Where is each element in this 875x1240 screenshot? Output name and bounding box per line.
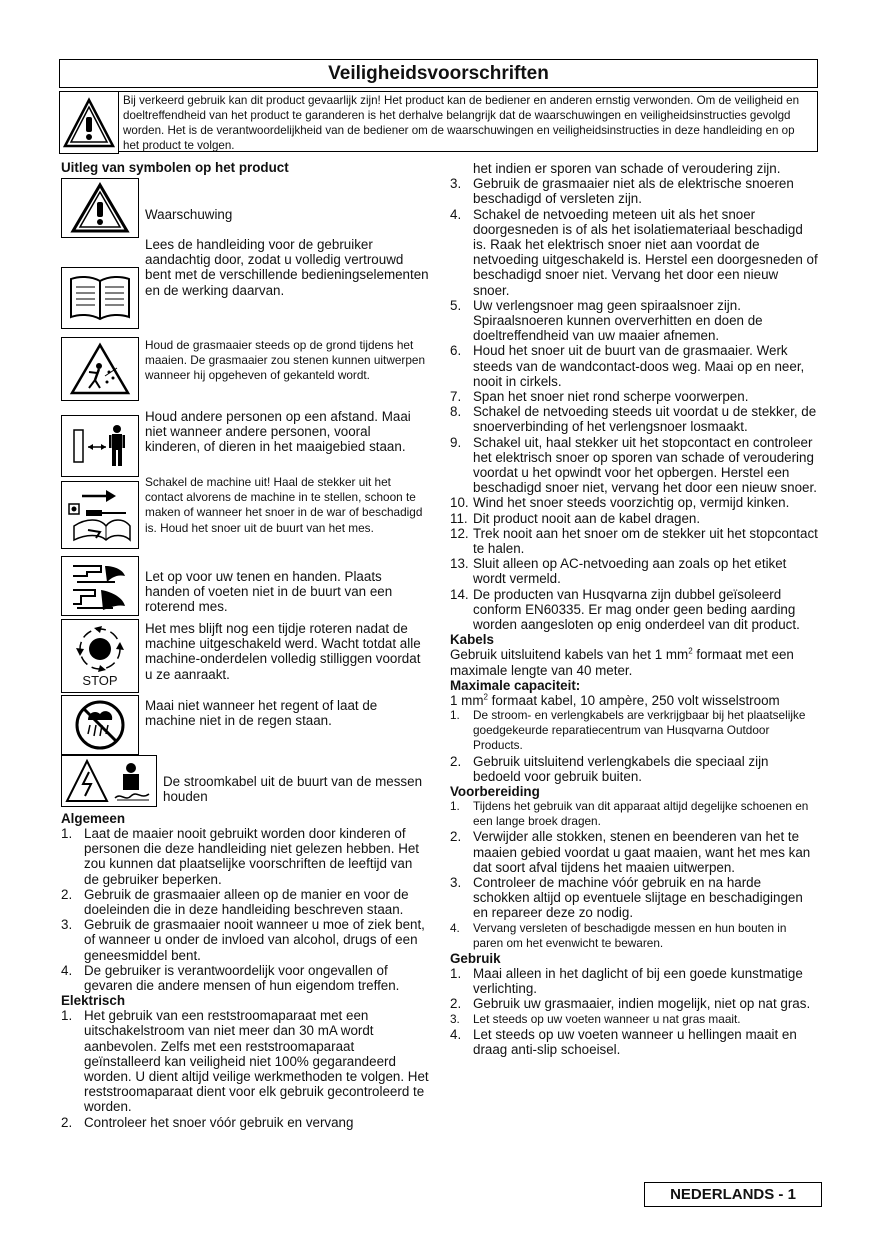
capaciteit-list xyxy=(450,708,818,784)
list-item: 3. Gebruik de grasmaaier niet als de elektrische snoeren beschadigd of versleten zijn. xyxy=(450,176,794,207)
list-item: 3. Let steeds op uw voeten wanneer u nat gras maait. xyxy=(450,1011,741,1026)
gebruik-heading: Gebruik xyxy=(450,950,501,966)
warning-triangle-icon xyxy=(61,178,139,238)
electric-cable-icon xyxy=(61,755,157,807)
elektrisch-list xyxy=(61,1008,429,1130)
symbols-heading: Uitleg van symbolen op het product xyxy=(61,160,289,175)
list-item: 2. Controleer het snoer vóór gebruik en vervang xyxy=(61,1114,354,1130)
unplug-icon xyxy=(61,481,139,549)
elektrisch-heading: Elektrisch xyxy=(61,993,126,1009)
rotating-blade-stop-icon xyxy=(61,619,139,693)
list-item: 1. Maai alleen in het daglicht of bij een goede kunstmatige verlichting. xyxy=(450,965,803,997)
right-column xyxy=(450,161,818,1057)
symbol-manual: Lees de handleiding voor de gebruiker aandachtig door, zodat u volledig vertrouwd bent met de verschillende bedieningselementen en de werking daarvan. xyxy=(61,237,429,329)
algemeen-list xyxy=(61,826,429,993)
list-item: 13. Sluit alleen op AC-netvoeding aan zoals op het etiket wordt vermeld. xyxy=(450,556,787,587)
capaciteit-heading: Maximale capaciteit: xyxy=(450,677,581,693)
left-column xyxy=(61,160,429,1130)
symbol-thrown-objects: Houd de grasmaaier steeds op de grond tijdens het maaien. De grasmaaier zou stenen kunnen uitwerpen wanneer hij opgeheven of gekanteld wordt. xyxy=(61,329,429,409)
gebruik-list xyxy=(450,966,818,1057)
list-item: 12. Trek nooit aan het snoer om de stekker uit het stopcontact te halen. xyxy=(450,525,818,557)
list-item: 2. Gebruik uw grasmaaier, indien mogelijk, niet op nat gras. xyxy=(450,996,811,1012)
intro-warning xyxy=(59,91,818,154)
list-item: 9. Schakel uit, haal stekker uit het stopcontact en controleer het elektrisch snoer op sporen van schade of veroudering voordat u het opwindt voor het opbergen. Herstel een beschadigd snoer niet, vervang het door een nieuw snoer. xyxy=(450,434,817,496)
kabels-heading: Kabels xyxy=(450,632,494,648)
symbol-electric-cable: De stroomkabel uit de buurt van de messen houden xyxy=(61,755,429,811)
page-footer: NEDERLANDS - 1 xyxy=(644,1182,822,1207)
list-item: 1. De stroom- en verlengkabels are verkrijgbaar bij het plaatselijke goedgekeurde reparatiecentrum van Husqvarna Outdoor Products. xyxy=(450,707,806,753)
list-item: 4. De gebruiker is verantwoordelijk voor ongevallen of gevaren die andere mensen of hun eigendom treffen. xyxy=(61,962,400,994)
voorbereiding-heading: Voorbereiding xyxy=(450,783,540,799)
list-item: 2. Gebruik de grasmaaier alleen op de manier en voor de doeleinden die in deze handleiding beschreven staan. xyxy=(61,886,409,918)
page-title: Veiligheidsvoorschriften xyxy=(59,59,818,88)
list-item: 1. Het gebruik van een reststroomaparaat met een uitschakelstroom van niet meer dan 30 mA wordt aanbevolen. Zelfs met een reststroomaparaat geïnstalleerd kan veiligheid niet 100% gegarandeerd worden. U dient altijd veilige werkmethoden te volgen. Het reststroomaparaat dient voor elk gebruik gecontroleerd te worden. xyxy=(61,1008,429,1115)
voorbereiding-list xyxy=(450,799,818,951)
list-item: 4. Let steeds op uw voeten wanneer u hellingen maait en draag anti-slip schoeisel. xyxy=(450,1026,797,1057)
list-item: 8. Schakel de netvoeding steeds uit voordat u de stekker, de snoerverbinding of het verlengsnoer losmaakt. xyxy=(450,404,817,435)
kabels-text: Gebruik uitsluitend kabels van het 1 $mm^2$ formaat met een maximale lengte van 40 meter. xyxy=(450,646,794,678)
list-item: 2. Verwijder alle stokken, stenen en beenderen van het te maaien gebied voordat u gaat maaien, want het mes kan dat soort afval tijdens het maaien uitwerpen. xyxy=(450,829,811,875)
list-item: 7. Span het snoer niet rond scherpe voorwerpen. xyxy=(450,389,749,405)
elektrisch-list-continued xyxy=(450,176,818,632)
warning-triangle-icon xyxy=(59,91,119,154)
symbol-keep-distance: Houd andere personen op een afstand. Maai niet wanneer andere personen, vooral kinderen, of dieren in het maaigebied staan. xyxy=(61,409,429,475)
symbol-rotating-blade: STOP Het mes blijft nog een tijdje roteren nadat de machine uitgeschakeld werd. Wacht totdat alle machine-onderdelen volledig stilliggen voordat u ze aanraakt. xyxy=(61,617,429,695)
hand-foot-blade-icon xyxy=(61,556,139,616)
list-item: 1. Tijdens het gebruik van dit apparaat altijd degelijke schoenen en een lange broek dragen. xyxy=(450,798,809,829)
capaciteit-text: 1 $mm^2$ formaat kabel, 10 ampère, 250 volt wisselstroom xyxy=(450,692,780,708)
list-item: 3. Controleer de machine vóór gebruik en na harde schokken altijd op eventuele slijtage en beschadigingen en repareer deze zo nodig. xyxy=(450,874,803,921)
list-item: 11. Dit product nooit aan de kabel dragen. xyxy=(450,510,701,526)
list-item: 6. Houd het snoer uit de buurt van de grasmaaier. Werk steeds van de wandcontact-doos weg. Maai op en neer, nooit in cirkels. xyxy=(450,343,805,389)
no-rain-icon xyxy=(61,695,139,755)
list-item: 3. Gebruik de grasmaaier nooit wanneer u moe of ziek bent, of wanneer u onder de invloed van alcohol, drugs of een geneesmiddel bent. xyxy=(61,917,425,963)
symbol-no-rain: Maai niet wanneer het regent of laat de machine niet in de regen staan. xyxy=(61,695,429,755)
symbol-hand-foot: Let op voor uw tenen en handen. Plaats handen of voeten niet in de buurt van een roterend mes. xyxy=(61,555,429,617)
manual-book-icon xyxy=(61,267,139,329)
list-item: 4. Schakel de netvoeding meteen uit als het snoer doorgesneden is of als het isolatiemateriaal beschadigd is. Raak het elektrisch snoer niet aan voordat de netvoeding uitgeschakeld is. Herstel een doorgesneden of beschadigd snoer niet. Vervang het door een nieuw snoer. xyxy=(450,206,818,298)
intro-warning-text: Bij verkeerd gebruik kan dit product gevaarlijk zijn! Het product kan de bediener en anderen ernstig verwonden. Om de veiligheid en doeltreffendheid van het product te garanderen is het derhalve belangrijk dat de waarschuwingen en veiligheidsinstructies gevolgd worden. Het is de verantwoordelijkheid van de bediener om de waarschuwingen en veiligheidsinstructies in deze handleiding en op het product te volgen. xyxy=(119,91,818,152)
list-item: 4. Vervang versleten of beschadigde messen en hun bouten in paren om het evenwicht te bewaren. xyxy=(450,920,787,950)
stop-label: STOP xyxy=(82,673,118,688)
symbol-unplug: Schakel de machine uit! Haal de stekker uit het contact alvorens de machine in te stellen, schoon te maken of wanneer het snoer in de war of beschadigd is. Houd het snoer uit de buurt van het mes. xyxy=(61,475,429,555)
list-item: 1. Laat de maaier nooit gebruikt worden door kinderen of personen die deze handleiding niet gelezen hebben. Het zou kunnen dat plaatselijke voorschriften de leeftijd van de gebruiker beperken. xyxy=(61,826,420,887)
list-item: 5. Uw verlengsnoer mag geen spiraalsnoer zijn. Spiraalsnoeren kunnen oververhitten en doen de doeltreffendheid van uw maaier afnemen. xyxy=(450,297,763,344)
elektrisch-continued: het indien er sporen van schade of veroudering zijn. xyxy=(473,161,781,176)
algemeen-heading: Algemeen xyxy=(61,811,125,826)
list-item: 14. De producten van Husqvarna zijn dubbel geïsoleerd conform EN60335. Er mag onder geen beding aarding worden aangesloten op enig onderdeel van dit product. xyxy=(450,586,800,633)
list-item: 2. Gebruik uitsluitend verlengkabels die speciaal zijn bedoeld voor gebruik buiten. xyxy=(450,753,769,784)
thrown-objects-icon xyxy=(61,337,139,401)
list-item: 10. Wind het snoer steeds voorzichtig op, vermijd kinken. xyxy=(450,495,790,511)
keep-distance-icon xyxy=(61,415,139,477)
symbol-warning: Waarschuwing xyxy=(61,175,429,237)
